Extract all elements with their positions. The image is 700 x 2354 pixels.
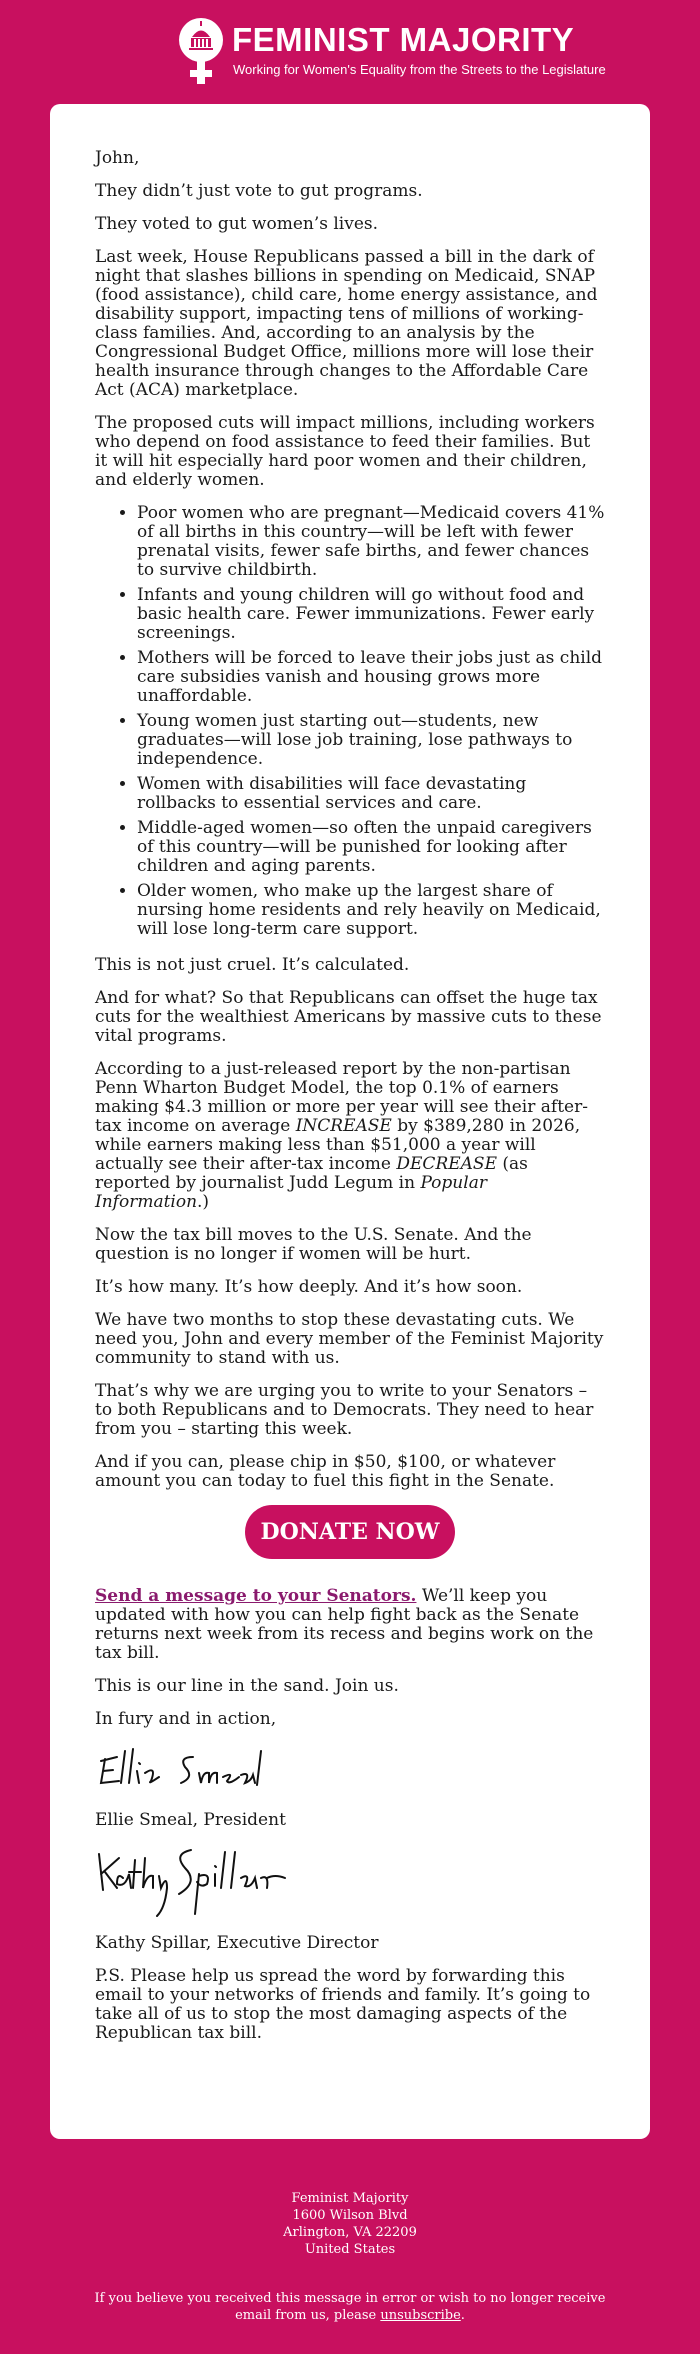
list-item: • Mothers will be forced to leave their jobs just as child care subsidies vanish and housing grows more unaffordable.	[137, 649, 605, 706]
letter-body	[50, 104, 650, 2043]
text-run: (as reported by journalist Judd Legum in	[95, 1154, 528, 1193]
paragraph: Last week, House Republicans passed a bill in the dark of night that slashes billions in spending on Medicaid, SNAP (food assistance), child care, home energy assistance, and disability support, impacting tens of millions of working-class families. And, according to an analysis by the Congressional Budget Office, millions more will lose their health insurance through changes to the Affordable Care Act (ACA) marketplace.	[95, 247, 598, 400]
unsubscribe-link[interactable]: unsubscribe	[380, 2308, 461, 2323]
footer-street: 1600 Wilson Blvd	[292, 2208, 408, 2223]
list-item: • Middle-aged women—so often the unpaid caregivers of this country—will be punished for looking after children and aging parents.	[137, 819, 605, 876]
text-run: According to a just-released report by the non-partisan Penn Wharton Budget Model, the top 0.1% of earners making $4.3 million or more per year will see their after-tax income on average	[95, 1059, 588, 1136]
paragraph: They didn’t just vote to gut programs.	[95, 181, 423, 201]
publication-title: Popular Information	[95, 1173, 487, 1212]
list-item: • Infants and young children will go without food and basic health care. Fewer immunizations. Fewer early screenings.	[137, 586, 605, 643]
greeting: John,	[95, 148, 140, 168]
signer-name: Ellie Smeal, President	[95, 1810, 286, 1830]
paragraph: This is not just cruel. It’s calculated.	[95, 955, 410, 975]
kathy-spillar-signature	[95, 1844, 295, 1920]
paragraph-tax-report	[95, 1060, 605, 1212]
send-message-link[interactable]: Send a message to your Senators.	[95, 1586, 417, 1606]
paragraph: And if you can, please chip in $50, $100, or whatever amount you can today to fuel this fight in the Senate.	[95, 1452, 556, 1491]
list-item: • Young women just starting out—students, new graduates—will lose job training, lose pathways to independence.	[137, 712, 605, 769]
letter-card	[50, 104, 650, 2139]
signer-name: Kathy Spillar, Executive Director	[95, 1933, 379, 1953]
closing: In fury and in action,	[95, 1709, 277, 1729]
increase-emphasis: INCREASE	[295, 1116, 392, 1136]
paragraph: That’s why we are urging you to write to your Senators – to both Republicans and to Democrats. They need to hear from you – starting this week.	[95, 1381, 594, 1439]
text-run: by $389,280 in 2026, while earners making less than $51,000 a year will actually see their after-tax income	[95, 1116, 581, 1174]
footer-city: Arlington, VA 22209	[283, 2225, 417, 2240]
header	[0, 0, 700, 104]
footer-address	[0, 2190, 700, 2258]
paragraph-senators	[95, 1587, 605, 1663]
list-item: • Women with disabilities will face devastating rollbacks to essential services and care.	[137, 775, 605, 813]
tagline: Working for Women's Equality from the Streets to the Legislature	[233, 62, 606, 77]
footer-org: Feminist Majority	[291, 2191, 409, 2206]
paragraph: This is our line in the sand. Join us.	[95, 1676, 399, 1696]
footer-country: United States	[304, 2242, 396, 2257]
paragraph: The proposed cuts will impact millions, including workers who depend on food assistance to feed their families. But it will hit especially hard poor women and their children, and elderly women.	[95, 413, 595, 490]
donate-button[interactable]: DONATE NOW	[245, 1505, 455, 1559]
paragraph: They voted to gut women’s lives.	[95, 214, 379, 234]
paragraph: We have two months to stop these devastating cuts. We need you, John and every member of the Feminist Majority community to stand with us.	[95, 1310, 604, 1368]
unsubscribe-text: If you believe you received this message in error or wish to no longer receive email from us, please	[94, 2291, 606, 2323]
text-run: We’ll keep you updated with how you can help fight back as the Senate returns next week from its recess and begins work on the tax bill.	[95, 1586, 594, 1663]
text-run: .)	[197, 1192, 210, 1212]
paragraph: And for what? So that Republicans can offset the huge tax cuts for the wealthiest Americans by massive cuts to these vital programs.	[95, 988, 602, 1046]
paragraph: Now the tax bill moves to the U.S. Senate. And the question is no longer if women will be hurt.	[95, 1225, 532, 1264]
list-item: • Poor women who are pregnant—Medicaid covers 41% of all births in this country—will be left with fewer prenatal visits, fewer safe births, and fewer chances to survive childbirth.	[137, 504, 605, 580]
footer	[0, 2190, 700, 2324]
unsubscribe-notice	[0, 2290, 700, 2324]
postscript: P.S. Please help us spread the word by forwarding this email to your networks of friends and family. It’s going to take all of us to stop the most damaging aspects of the Republican tax bill.	[95, 1966, 591, 2043]
donate-wrap	[95, 1505, 605, 1559]
list-item: • Older women, who make up the largest share of nursing home residents and rely heavily on Medicaid, will lose long-term care support.	[137, 882, 605, 939]
logo-icon	[176, 16, 226, 86]
paragraph: It’s how many. It’s how deeply. And it’s how soon.	[95, 1277, 523, 1297]
unsubscribe-end: .	[460, 2308, 465, 2323]
decrease-emphasis: DECREASE	[396, 1154, 497, 1174]
brand-name: FEMINIST MAJORITY	[232, 21, 575, 58]
impact-list	[95, 504, 605, 939]
ellie-smeal-signature	[95, 1743, 275, 1797]
